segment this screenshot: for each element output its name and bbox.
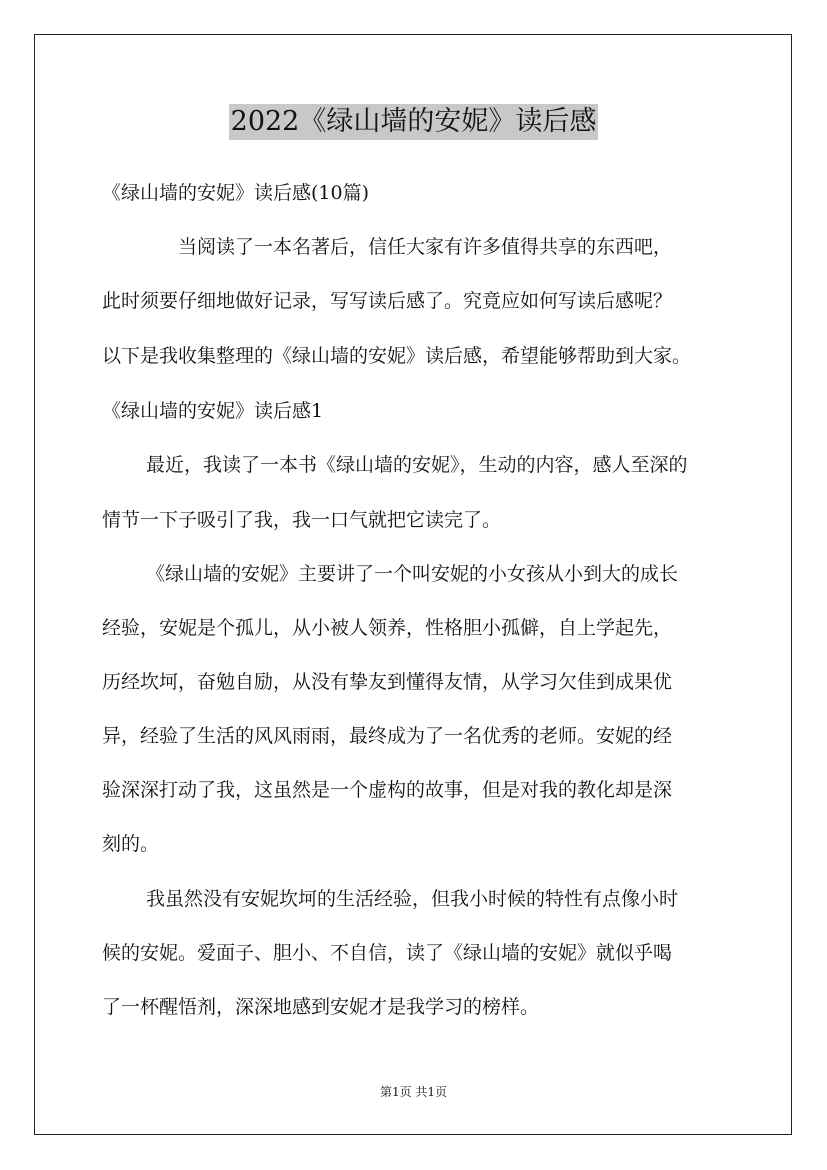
body-line: 了一杯醒悟剂，深深地感到安妮才是我学习的榜样。 xyxy=(102,996,540,1018)
body-line: 刻的。 xyxy=(102,833,160,855)
page-footer: 第1页 共1页 xyxy=(379,1085,448,1099)
title-container xyxy=(0,104,827,140)
body-line: 经验，安妮是个孤儿，从小被人领养，性格胆小孤僻，自上学起先， xyxy=(102,617,673,639)
intro-line: 此时须要仔细地做好记录，写写读后感了。究竟应如何写读后感呢？ xyxy=(102,290,673,312)
body-line: 我虽然没有安妮坎坷的生活经验，但我小时候的特性有点像小时 xyxy=(146,888,679,910)
body-line: 异，经验了生活的风风雨雨，最终成为了一名优秀的老师。安妮的经 xyxy=(102,725,673,747)
body-line: 情节一下子吸引了我，我一口气就把它读完了。 xyxy=(102,509,502,531)
intro-line: 以下是我收集整理的《绿山墙的安妮》读后感，希望能够帮助到大家。 xyxy=(102,345,692,367)
section-heading: 《绿山墙的安妮》读后感1 xyxy=(102,400,324,422)
document-subtitle: 《绿山墙的安妮》读后感(10篇) xyxy=(102,182,370,204)
document-title: 2022《绿山墙的安妮》读后感 xyxy=(229,104,599,140)
body-line: 最近，我读了一本书《绿山墙的安妮》，生动的内容，感人至深的 xyxy=(146,454,688,476)
body-line: 历经坎坷，奋勉自励，从没有挚友到懂得友情，从学习欠佳到成果优 xyxy=(102,671,673,693)
body-line: 候的安妮。爱面子、胆小、不自信，读了《绿山墙的安妮》就似乎喝 xyxy=(102,942,673,964)
intro-line: 当阅读了一本名著后，信任大家有许多值得共享的东西吧， xyxy=(178,236,673,258)
body-line: 《绿山墙的安妮》主要讲了一个叫安妮的小女孩从小到大的成长 xyxy=(146,563,679,585)
body-line: 验深深打动了我，这虽然是一个虚构的故事，但是对我的教化却是深 xyxy=(102,779,673,801)
